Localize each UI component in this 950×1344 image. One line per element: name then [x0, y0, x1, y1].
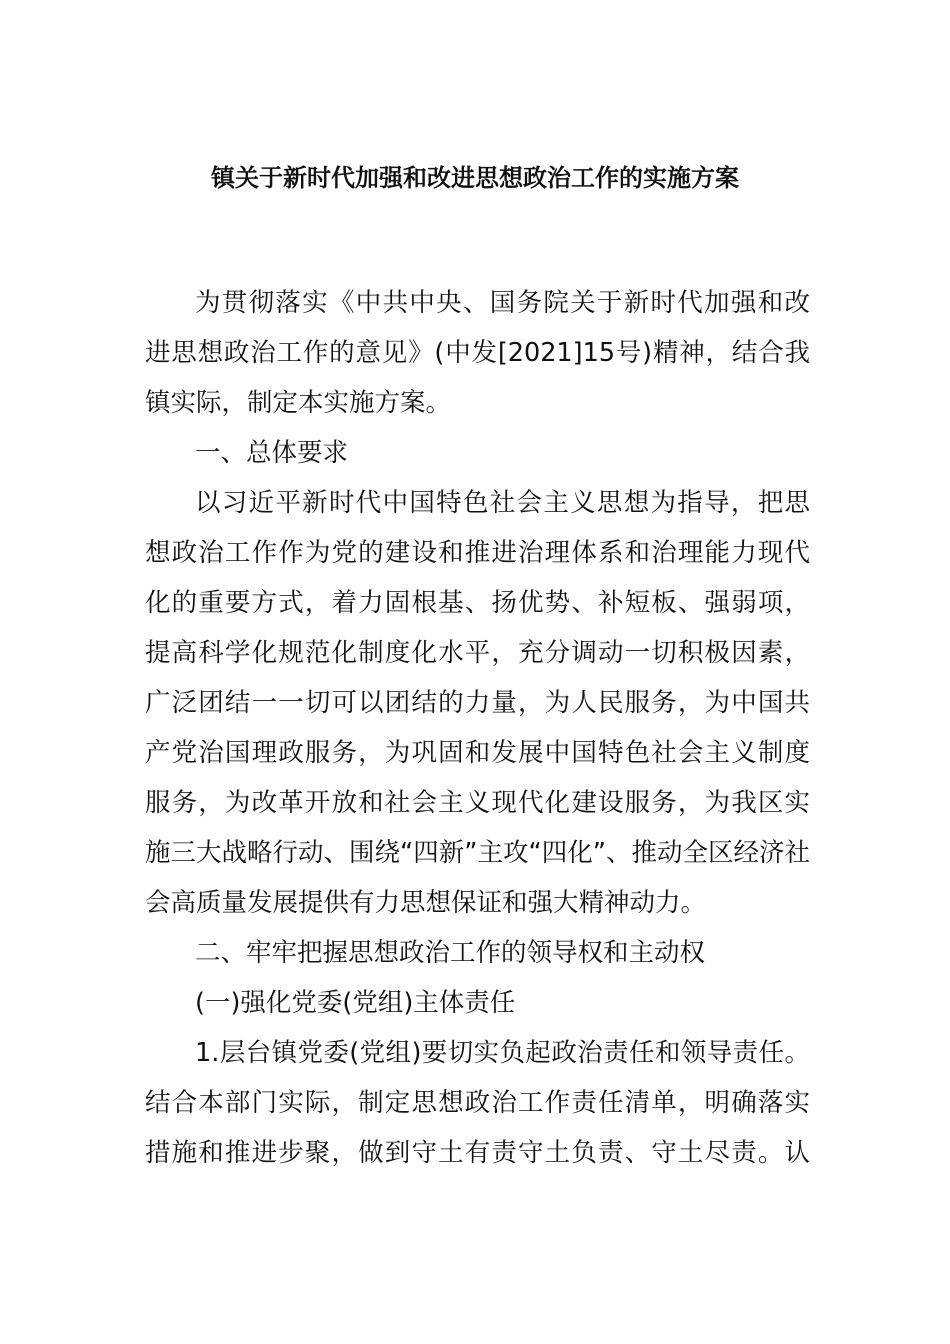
body-line-17: 结合本部门实际，制定思想政治工作责任清单，明确落实	[145, 1088, 810, 1118]
body-line-6: 想政治工作作为党的建设和推进治理体系和治理能力现代	[145, 538, 810, 568]
body-line-10: 产党治国理政服务，为巩固和发展中国特色社会主义制度	[145, 738, 810, 768]
subsection-heading-1: (一)强化党委(党组)主体责任	[195, 988, 516, 1018]
body-line-5: 以习近平新时代中国特色社会主义思想为指导，把思	[195, 488, 810, 518]
body-line-13: 会高质量发展提供有力思想保证和强大精神动力。	[145, 888, 707, 918]
section-heading-1: 一、总体要求	[195, 438, 349, 468]
body-line-9: 广泛团结一一切可以团结的力量，为人民服务，为中国共	[145, 688, 810, 718]
section-heading-2: 二、牢牢把握思想政治工作的领导权和主动权	[195, 938, 706, 968]
body-line-7: 化的重要方式，着力固根基、扬优势、补短板、强弱项，	[145, 588, 810, 618]
body-line-16: 1.层台镇党委(党组)要切实负起政治责任和领导责任。	[195, 1038, 810, 1068]
body-line-1: 为贯彻落实《中共中央、国务院关于新时代加强和改	[195, 288, 810, 318]
body-line-12: 施三大战略行动、围绕“四新”主攻“四化”、推动全区经济社	[145, 838, 810, 868]
body-line-18: 措施和推进步聚，做到守土有责守土负责、守土尽责。认	[145, 1138, 810, 1168]
body-line-11: 服务，为改革开放和社会主义现代化建设服务，为我区实	[145, 788, 810, 818]
body-line-3: 镇实际，制定本实施方案。	[145, 388, 452, 418]
body-line-2: 进思想政治工作的意见》(中发[2021]15号)精神，结合我	[145, 338, 810, 368]
body-line-8: 提高科学化规范化制度化水平，充分调动一切积极因素，	[145, 638, 810, 668]
document-title: 镇关于新时代加强和改进思想政治工作的实施方案	[211, 164, 739, 192]
